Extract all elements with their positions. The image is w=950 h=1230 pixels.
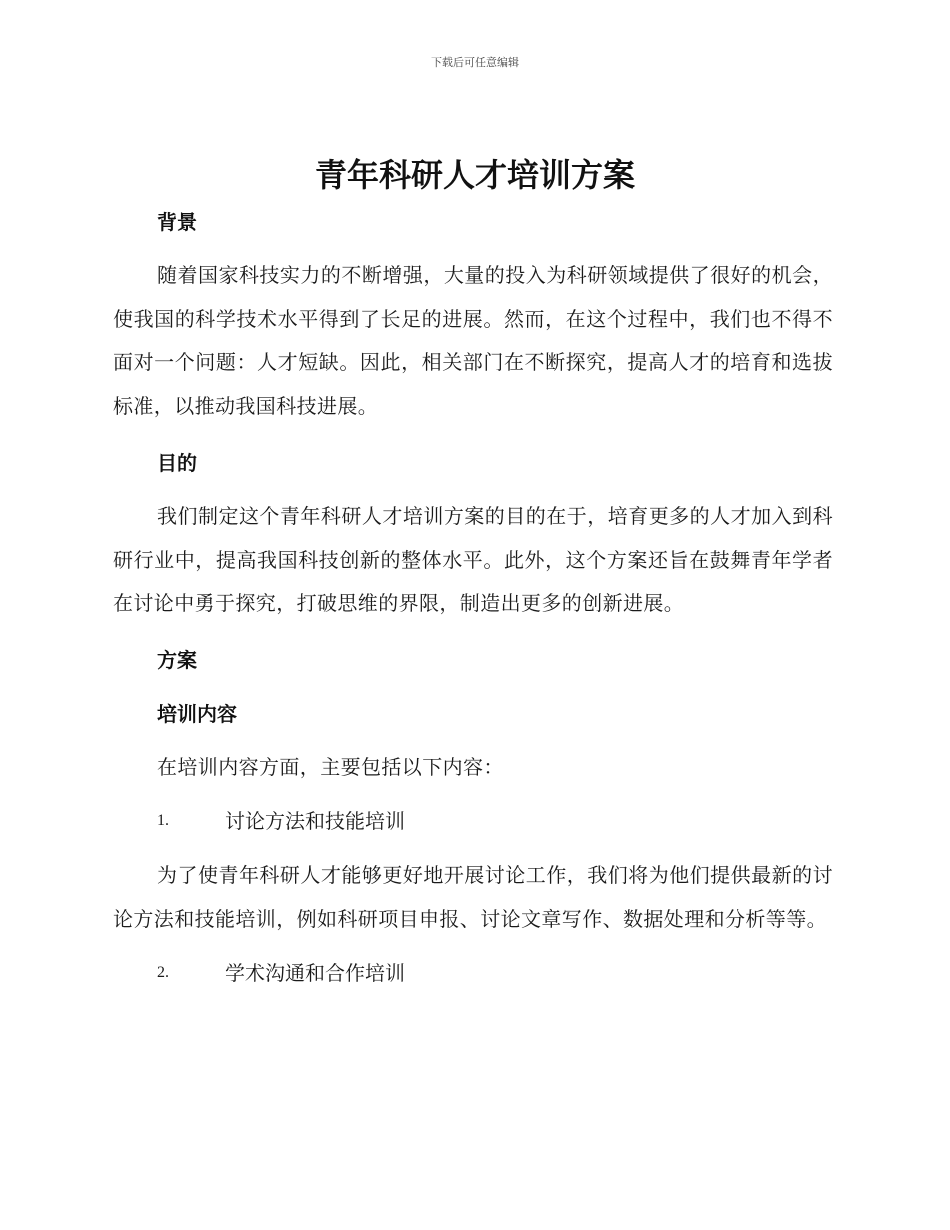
document-title: 青年科研人才培训方案 (314, 156, 635, 194)
list-item (113, 801, 833, 841)
paragraph-purpose: 我们制定这个青年科研人才培训方案的目的在于，培育更多的人才加入到科研行业中，提高我国科技创新的整体水平。此外，这个方案还旨在鼓舞青年学者在讨论中勇于探究，打破思维的界限，制造出更多的创新进展。 (113, 504, 833, 615)
list-item-label: 讨论方法和技能培训 (225, 809, 405, 833)
paragraph-background: 随着国家科技实力的不断增强，大量的投入为科研领域提供了很好的机会，使我国的科学技术水平得到了长足的进展。然而，在这个过程中，我们也不得不面对一个问题：人才短缺。因此，相关部门在不断探究，提高人才的培育和选拔标准，以推动我国科技进展。 (113, 263, 833, 418)
section-heading-background: 背景 (157, 210, 197, 234)
list-item-number: 2. (157, 964, 169, 981)
paragraph-training-intro: 在培训内容方面，主要包括以下内容： (157, 754, 504, 779)
paragraph-training-item-1: 为了使青年科研人才能够更好地开展讨论工作，我们将为他们提供最新的讨论方法和技能培训，例如科研项目申报、讨论文章写作、数据处理和分析等等。 (113, 863, 833, 931)
list-item (113, 953, 833, 993)
list-item-number: 1. (157, 812, 169, 829)
list-item-label: 学术沟通和合作培训 (225, 961, 405, 985)
section-heading-plan: 方案 (157, 647, 197, 672)
subsection-heading-training-content: 培训内容 (157, 701, 237, 726)
page-header-note: 下载后可任意编辑 (431, 56, 519, 69)
section-heading-purpose: 目的 (157, 451, 197, 475)
document-body (113, 200, 833, 993)
